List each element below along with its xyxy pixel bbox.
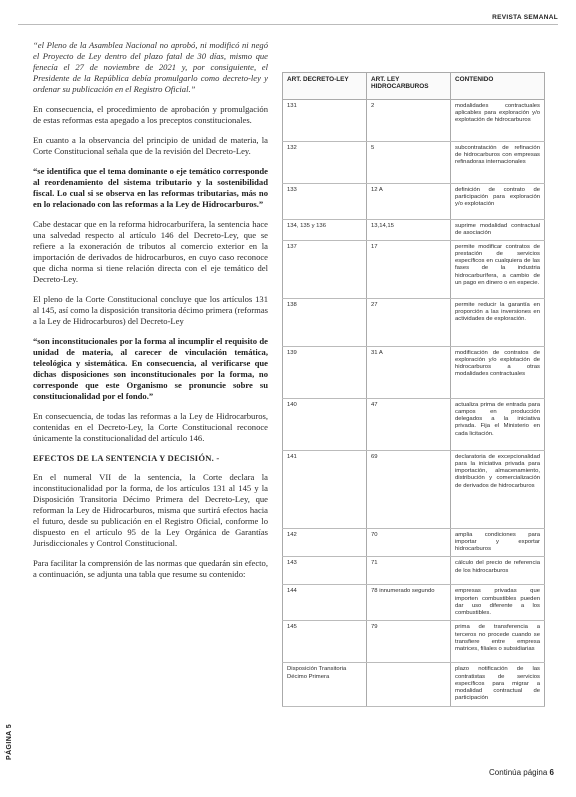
left-column <box>33 40 268 589</box>
cell-ley: 31 A <box>367 347 451 399</box>
page-number-label: PÁGINA 5 <box>6 723 13 760</box>
cell-decreto: 145 <box>283 621 367 663</box>
table-row <box>283 557 545 585</box>
table-row <box>283 529 545 557</box>
table-row <box>283 451 545 529</box>
cell-ley: 69 <box>367 451 451 529</box>
cell-decreto: 133 <box>283 184 367 220</box>
publication-header: REVISTA SEMANAL <box>492 14 558 21</box>
table-row <box>283 399 545 451</box>
cell-contenido: prima de transferencia a terceros no procede cuando se transfiere entre empresa matrices, filiales o subsidiarias <box>451 621 545 663</box>
continue-text: Continúa página <box>489 768 548 777</box>
header-art-ley-hidrocarburos: ART. LEY HIDROCARBUROS <box>367 73 451 100</box>
table-row <box>283 142 545 184</box>
cell-decreto: Disposición Transitoria Décimo Primera <box>283 663 367 707</box>
cell-decreto: 144 <box>283 585 367 621</box>
cell-ley: 79 <box>367 621 451 663</box>
cell-ley: 17 <box>367 241 451 299</box>
cell-decreto: 142 <box>283 529 367 557</box>
cell-ley: 47 <box>367 399 451 451</box>
cell-contenido: empresas privadas que importen combustibles pueden dar uso diferente a los combustibles. <box>451 585 545 621</box>
cell-contenido: definición de contrato de participación para exploración y/o explotación <box>451 184 545 220</box>
header-divider <box>18 24 558 25</box>
cell-ley: 78 innumerado segundo <box>367 585 451 621</box>
table-row <box>283 299 545 347</box>
cell-contenido: modificación de contratos de exploración y/o explotación de hidrocarburos a otras modalidades contractuales <box>451 347 545 399</box>
cell-contenido: subcontratación de refinación de hidrocarburos con empresas refinadoras internacionales <box>451 142 545 184</box>
paragraph-salvedad: Cabe destacar que en la reforma hidrocarburífera, la sentencia hace una salvedad respecto al artículo 146 del Decreto-Ley, que se refiere a la exoneración de tributos al comercio exterior en la importación de derivados de hidrocarburos, en cuyo caso reconoce que dicha norma si tiene relación directa con el eje temático del Decreto-Ley. <box>33 219 268 284</box>
cell-decreto: 141 <box>283 451 367 529</box>
header-contenido: CONTENIDO <box>451 73 545 100</box>
cell-ley <box>367 663 451 707</box>
cell-decreto: 138 <box>283 299 367 347</box>
continue-footer <box>489 768 554 777</box>
table-row <box>283 100 545 142</box>
cell-decreto: 140 <box>283 399 367 451</box>
table-row <box>283 184 545 220</box>
paragraph-procedimiento: En consecuencia, el procedimiento de aprobación y promulgación de estas reformas esta apegado a los preceptos constitucionales. <box>33 104 268 125</box>
cell-decreto: 134, 135 y 136 <box>283 220 367 241</box>
cell-contenido: plazo notificación de las contratistas de servicios específicos para migrar a modalidad contractual de participación <box>451 663 545 707</box>
quote-asamblea: “el Pleno de la Asamblea Nacional no aprobó, ni modificó ni negó el Proyecto de Ley dentro del plazo fatal de 30 días, mismo que fenecía el 27 de noviembre de 2021 y, por consiguiente, el Presidente de la República debía promulgarlo como decreto-ley y ordenar su publicación en el Registro Oficial.” <box>33 40 268 94</box>
continue-page-number: 6 <box>549 768 554 777</box>
cell-contenido: suprime modalidad contractual de asociación <box>451 220 545 241</box>
paragraph-articulo-146: En consecuencia, de todas las reformas a la Ley de Hidrocarburos, contenidas en el Decreto-Ley, la Corte Constitucional reconoce únicamente la constitucionalidad del artículo 146. <box>33 411 268 443</box>
cell-contenido: permite reducir la garantía en proporción a las inversiones en actividades de exploración. <box>451 299 545 347</box>
right-column <box>282 72 544 707</box>
quote-eje-tematico: “se identifica que el tema dominante o eje temático corresponde al reordenamiento del sistema tributario y la sostenibilidad fiscal. Lo cual si se observa en las reformas tributarias, más no en lo relacionado con las reformas a la Ley de Hidrocarburos.” <box>33 166 268 209</box>
section-heading-efectos: EFECTOS DE LA SENTENCIA Y DECISIÓN. - <box>33 453 220 463</box>
cell-ley: 27 <box>367 299 451 347</box>
cell-ley: 71 <box>367 557 451 585</box>
cell-decreto: 131 <box>283 100 367 142</box>
quote-inconstitucionales: “son inconstitucionales por la forma al incumplir el requisito de unidad de materia, al carecer de vinculación temática, teleológica y sistemática. En consecuencia, al verificarse que dichas disposiciones son inconstitucionales por la forma, no corresponde que este Organismo se pronuncie sobre su constitucionalidad por el fondo.” <box>33 336 268 401</box>
cell-contenido: amplia condiciones para importar y exportar hidrocarburos <box>451 529 545 557</box>
cell-decreto: 139 <box>283 347 367 399</box>
table-row <box>283 585 545 621</box>
paragraph-pleno-concluye: El pleno de la Corte Constitucional concluye que los artículos 131 al 145, así como la disposición transitoria décimo primera (reformas a la Ley de Hidrocarburos) del Decreto-Ley <box>33 294 268 326</box>
table-row <box>283 347 545 399</box>
cell-contenido: actualiza prima de entrada para campos en producción delegados a la iniciativa privada. Fija el Ministerio en cada licitación. <box>451 399 545 451</box>
cell-contenido: cálculo del precio de referencia de los hidrocarburos <box>451 557 545 585</box>
table-row <box>283 621 545 663</box>
paragraph-tabla-intro: Para facilitar la comprensión de las normas que quedarán sin efecto, a continuación, se adjunta una tabla que resume su contenido: <box>33 558 268 579</box>
cell-contenido: permite modificar contratos de prestación de servicios específicos en cualquiera de las fases de la industria hidrocarburífera, a cambio de un pago en dinero o en especie. <box>451 241 545 299</box>
cell-contenido: modalidades contractuales aplicables para exploración y/o explotación de hidrocarburos <box>451 100 545 142</box>
cell-ley: 5 <box>367 142 451 184</box>
cell-decreto: 137 <box>283 241 367 299</box>
paragraph-unidad-materia: En cuanto a la observancia del principio de unidad de materia, la Corte Constitucional señala que de la revisión del Decreto-Ley. <box>33 135 268 156</box>
header-art-decreto-ley: ART. DECRETO-LEY <box>283 73 367 100</box>
table-row <box>283 241 545 299</box>
paragraph-numeral-vii: En el numeral VII de la sentencia, la Corte declara la inconstitucionalidad por la forma, de los artículos 131 al 145 y la Disposición Transitoria Décimo Primera del Decreto-Ley, que reforman la Ley de Hidrocarburos, misma que surtirá efectos hacia el futuro, desde su publicación en el Registro Oficial, conforme lo dispuesto en el artículo 95 de la Ley Orgánica de Garantías Jurisdiccionales y Control Constitucional. <box>33 472 268 548</box>
table-row <box>283 663 545 707</box>
cell-ley: 70 <box>367 529 451 557</box>
cell-contenido: declaratoria de excepcionalidad para la iniciativa privada para importación, almacenamiento, distribución y comercialización de derivados de hidrocarburos <box>451 451 545 529</box>
cell-ley: 12 A <box>367 184 451 220</box>
cell-decreto: 132 <box>283 142 367 184</box>
cell-ley: 13,14,15 <box>367 220 451 241</box>
table-header-row <box>283 73 545 100</box>
cell-decreto: 143 <box>283 557 367 585</box>
reform-summary-table <box>282 72 545 707</box>
cell-ley: 2 <box>367 100 451 142</box>
table-row <box>283 220 545 241</box>
